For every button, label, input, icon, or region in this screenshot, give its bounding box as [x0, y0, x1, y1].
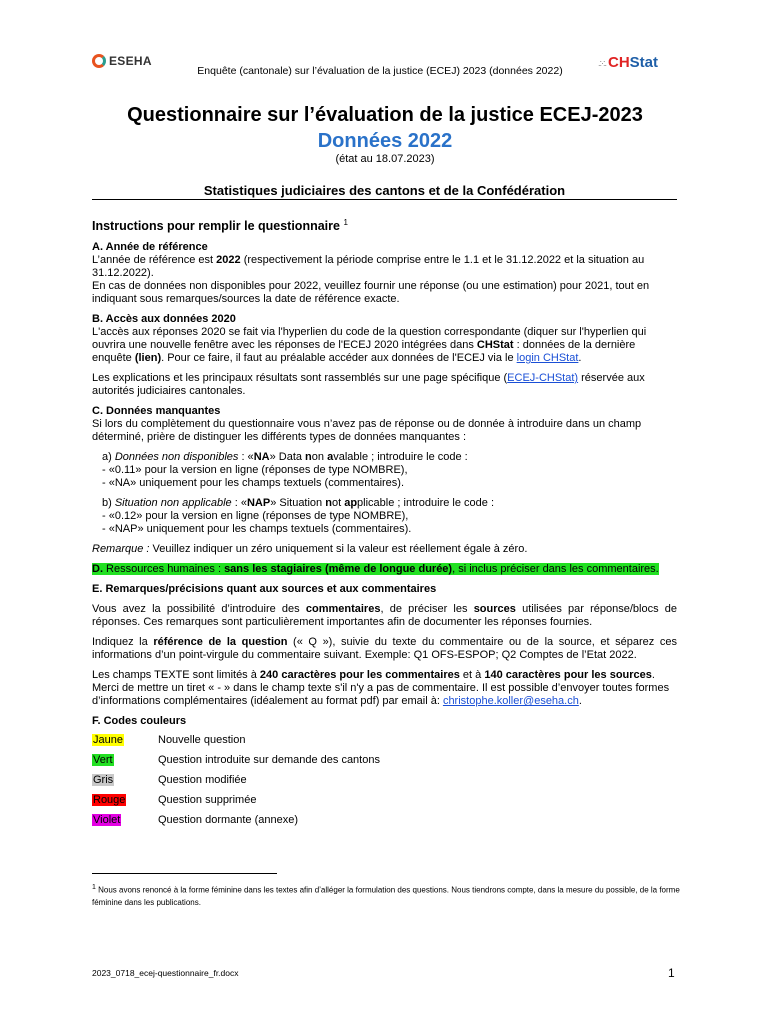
login-chstat-link[interactable]: login CHStat — [516, 352, 579, 365]
instructions-body — [92, 216, 677, 830]
header-title: Enquête (cantonale) sur l’évaluation de la justice (ECEJ) 2023 (données 2022) — [197, 65, 563, 77]
eseha-logo-icon — [92, 54, 106, 68]
color-code-row — [92, 790, 677, 810]
color-code-desc: Question introduite sur demande des cantons — [158, 753, 380, 766]
section-e-heading: E. Remarques/précisions quant aux sources et aux commentaires — [92, 583, 437, 596]
section-a-paragraph: L’année de référence est 2022 (respectivement la période comprise entre le 1.1 et le 31.12.2022 et la situation au 31.12.2022). En cas de données non disponibles pour 2022, veuillez fournir une réponse (ou une estimation) pour 2021, tout en indiquant sous remarques/sources la date de référence exacte. — [92, 254, 650, 306]
chstat-dots-icon: .:·:. — [598, 57, 606, 68]
email-link[interactable]: christophe.koller@eseha.ch — [442, 695, 579, 708]
section-c-heading: C. Données manquantes — [92, 405, 221, 418]
footnote-divider — [92, 873, 277, 874]
color-code-row — [92, 750, 677, 770]
color-code-desc: Question supprimée — [158, 793, 257, 806]
color-codes-list — [92, 730, 677, 830]
section-b-paragraph-2: Les explications et les principaux résultats sont rassemblés sur une page spécifique (ECEJ-CHStat) réservée aux autorités judiciaires cantonales. — [92, 372, 645, 398]
footnote: $^1$ Nous avons renoncé à la forme féminine dans les textes afin d’alléger la formulation des questions. Nous tiendrons compte, dans la mesure du possible, de la forme féminine dans les publications. — [92, 884, 680, 907]
color-code-row — [92, 770, 677, 790]
chstat-logo-stat: Stat — [629, 54, 659, 71]
section-b-paragraph: L'accès aux réponses 2020 se fait via l'hyperlien du code de la question correspondante (diquer sur l'hyperlien qui ouvrira une nouvelle fenêtre avec les réponses de l'ECEJ 2020 intégrées dans CHStat : données de la dernière enquête (lien). Pour ce faire, il faut au préalable accéder aux données de l'ECEJ via le login CHStat. — [92, 326, 647, 365]
chstat-logo-ch: CH — [608, 54, 630, 71]
color-code-desc: Question modifiée — [158, 773, 247, 786]
eseha-logo-text: ESEHA — [109, 54, 152, 68]
section-c-paragraph: Si lors du complètement du questionnaire vous n’avez pas de réponse ou de donnée à introduire dans un champ déterminé, prière de distinguer les différents types de données manquantes : — [92, 418, 642, 444]
section-e-paragraph-1: Vous avez la possibilité d’introduire des commentaires, de préciser les sources utilisées par réponse/blocs de réponses. Ces remarques sont particulièrement importantes afin de documenter les réponses fournies. — [92, 603, 678, 629]
eseha-logo — [92, 54, 152, 68]
color-code-label: Rouge — [93, 793, 126, 806]
ecej-chstat-link[interactable]: ECEJ-CHStat) — [507, 372, 579, 385]
section-e-paragraph-3: Les champs TEXTE sont limités à 240 caractères pour les commentaires et à 140 caractères pour les sources. Merci de mettre un tiret « - » dans le champ texte s'il n'y a pas de commentaire. Il est possible d’envoyer toutes formes d’informations complémentaires (idéalement au format pdf) par email à: christophe.koller@eseha.ch. — [92, 669, 670, 708]
section-divider — [92, 199, 677, 200]
color-code-row — [92, 730, 677, 750]
chstat-logo — [598, 54, 658, 71]
color-code-row — [92, 810, 677, 830]
color-code-label: Violet — [93, 813, 121, 826]
document-status-date: (état au 18.07.2023) — [335, 153, 435, 165]
color-code-label: Vert — [93, 753, 113, 766]
color-code-label: Jaune — [93, 733, 123, 746]
footer-filename: 2023_0718_ecej-questionnaire_fr.docx — [92, 968, 239, 978]
section-c-item-b: b) Situation non applicable : «NAP» Situation not applicable ; introduire le code : - «0.12» pour la version en ligne (réponses de type NOMBRE), - «NAP» uniquement pour les champs textuels (commentaires). — [102, 497, 495, 536]
section-c-item-a: a) Données non disponibles : «NA» Data non avalable ; introduire le code : - «0.11» pour la version en ligne (réponses de type NOMBRE), - «NA» uniquement pour les champs textuels (commentaires). — [102, 451, 468, 490]
section-e-paragraph-2: Indiquez la référence de la question (« Q »), suivie du texte du commentaire ou de la source, et séparez ces informations d’un point-virgule du commentaire suivant. Exemple: Q1 OFS-ESPOP; Q2 Comptes de l’Etat 2022. — [92, 636, 677, 662]
section-d-paragraph: D. Ressources humaines : sans les stagiaires (même de longue durée), si inclus préciser dans les commentaires. — [92, 563, 659, 576]
page-title: Questionnaire sur l’évaluation de la justice ECEJ-2023 — [127, 104, 643, 126]
section-c-remark: Remarque : Veuillez indiquer un zéro uniquement si la valeur est réellement égale à zéro. — [92, 543, 528, 556]
color-code-desc: Nouvelle question — [158, 733, 246, 746]
section-f-heading: F. Codes couleurs — [92, 715, 187, 728]
section-title: Statistiques judiciaires des cantons et de la Confédération — [203, 183, 566, 198]
instructions-heading: Instructions pour remplir le questionnaire $^1$ — [92, 218, 348, 234]
section-b-heading: B. Accès aux données 2020 — [92, 313, 236, 326]
color-code-label: Gris — [93, 773, 114, 786]
page-number: 1 — [668, 966, 675, 980]
color-code-desc: Question dormante (annexe) — [158, 813, 299, 826]
footnote-ref[interactable]: 1 — [343, 218, 348, 227]
page-subtitle: Données 2022 — [317, 130, 453, 152]
section-a-heading: A. Année de référence — [92, 241, 208, 254]
